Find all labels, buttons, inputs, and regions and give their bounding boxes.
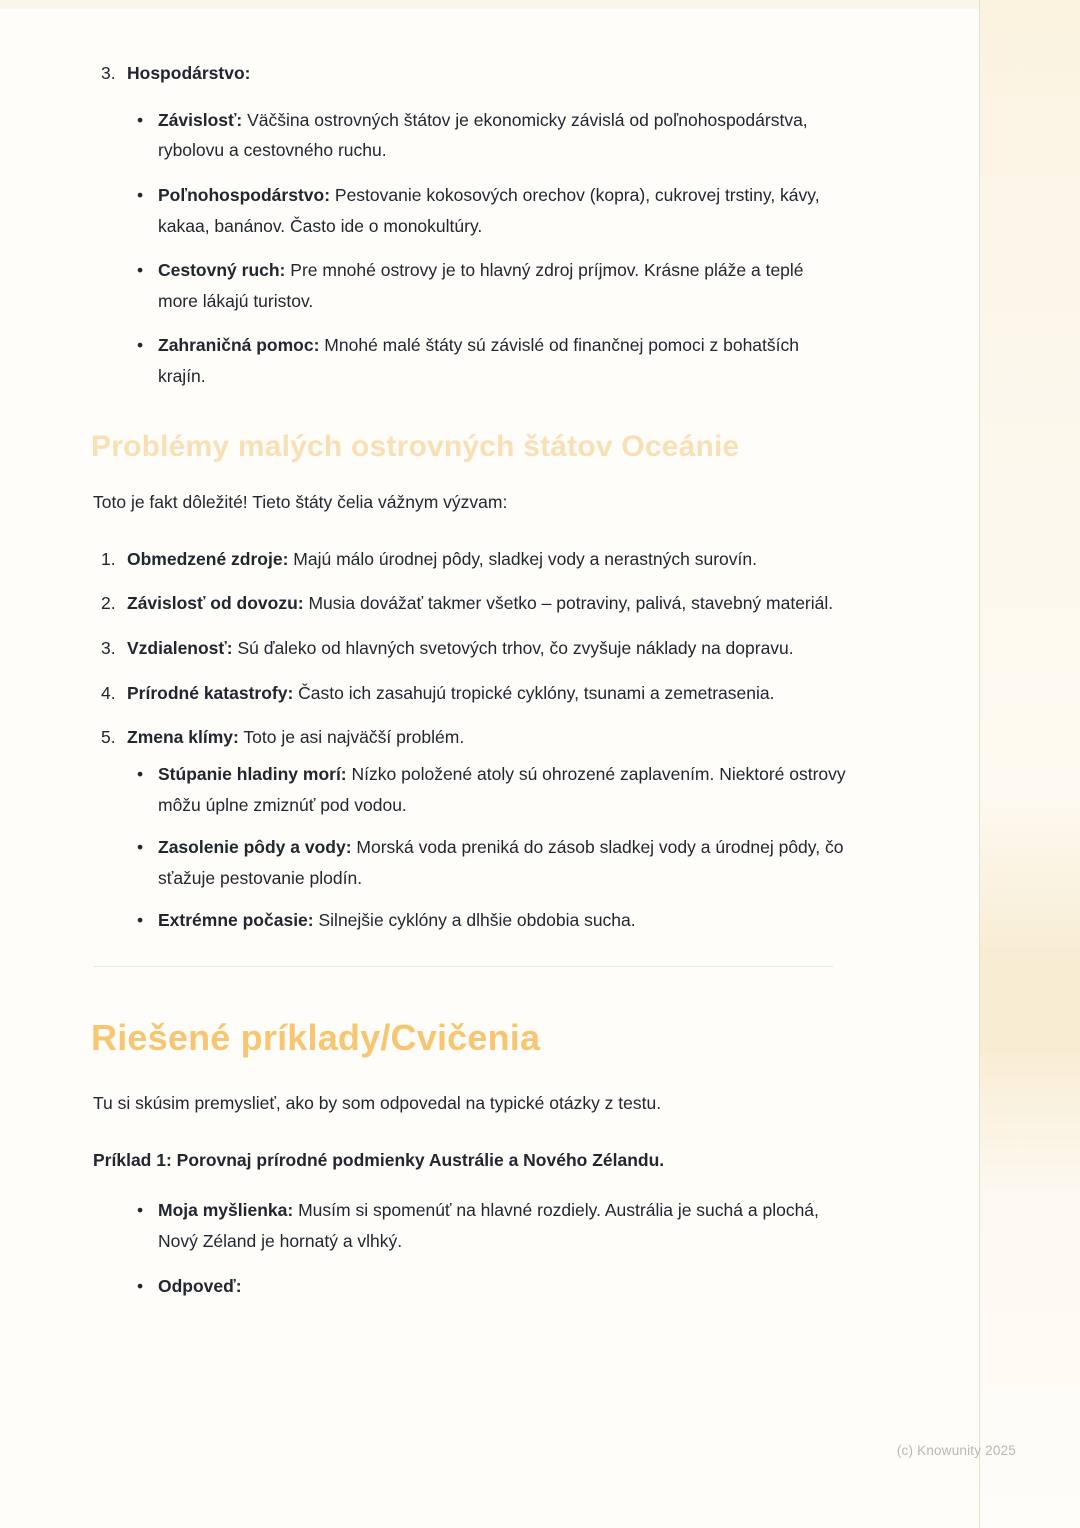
list-item xyxy=(137,105,848,166)
bullet-marker: • xyxy=(137,1275,144,1296)
item-text: Musia dovážať takmer všetko – potraviny, palivá, stavebný materiál. xyxy=(308,593,834,614)
numbered-item-hospodarstvo xyxy=(101,58,848,89)
item-label: Cestovný ruch: xyxy=(158,260,286,281)
item-text: Musím si spomenúť na hlavné rozdiely. Austrália je suchá a plochá, Nový Zéland je hornatý a vlhký. xyxy=(158,1200,819,1251)
item-text: Nízko položené atoly sú ohrozené zaplavením. Niektoré ostrovy môžu úplne zmiznúť pod vodou. xyxy=(158,763,846,815)
item-label: Zahraničná pomoc: xyxy=(158,335,320,356)
item-paragraph xyxy=(158,832,848,893)
list-item xyxy=(137,832,848,893)
problems-intro-paragraph: Toto je fakt dôležité! Tieto štáty čelia vážnym výzvam: xyxy=(93,492,508,513)
bullet-marker: • xyxy=(137,260,144,281)
item-label: Obmedzené zdroje: xyxy=(127,548,289,569)
item-label: Prírodné katastrofy: xyxy=(127,682,294,703)
numbered-item xyxy=(101,544,848,575)
section-title-paragraph xyxy=(127,58,848,89)
problems-numbered-list xyxy=(93,544,848,948)
item-paragraph xyxy=(158,1271,242,1302)
item-label: Extrémne počasie: xyxy=(158,910,314,931)
exercise-bullet-list xyxy=(137,1195,848,1301)
item-text: Sú ďaleko od hlavných svetových trhov, čo zvyšuje náklady na dopravu. xyxy=(237,638,794,658)
item-text: Mnohé malé štáty sú závislé od finančnej pomoci z bohatších krajín. xyxy=(158,335,799,386)
item-paragraph xyxy=(158,759,848,820)
list-item xyxy=(137,255,848,316)
item-number: 5. xyxy=(101,727,116,748)
item-text: Toto je asi najväčší problém. xyxy=(243,727,465,748)
list-item xyxy=(137,1195,848,1256)
item-text: Silnejšie cyklóny a dlhšie obdobia sucha. xyxy=(318,910,636,931)
item-label: Moja myšlienka: xyxy=(158,1200,294,1221)
example-title: Príklad 1: Porovnaj prírodné podmienky Austrálie a Nového Zélandu. xyxy=(93,1149,665,1170)
item-label: Vzdialenosť: xyxy=(127,638,233,658)
item-paragraph xyxy=(127,722,848,753)
item-paragraph xyxy=(127,544,848,575)
list-item xyxy=(137,330,848,391)
watermark-text: (c) Knowunity 2025 xyxy=(896,1443,1016,1458)
item-paragraph xyxy=(158,1195,848,1256)
numbered-item xyxy=(101,633,848,664)
item-text: Morská voda preniká do zásob sladkej vody a úrodnej pôdy, čo sťažuje pestovanie plodín. xyxy=(158,837,844,888)
page-right-edge-decoration xyxy=(979,0,1080,1528)
list-item xyxy=(137,180,848,241)
item-paragraph xyxy=(158,905,636,936)
list-item xyxy=(137,905,848,936)
economy-bullet-list xyxy=(137,105,848,392)
item-label: Zmena klímy: xyxy=(127,727,239,748)
bullet-marker: • xyxy=(137,910,144,931)
bullet-marker: • xyxy=(137,1200,144,1221)
item-number: 1. xyxy=(101,548,116,569)
item-label: Stúpanie hladiny morí: xyxy=(158,763,347,784)
bullet-marker: • xyxy=(137,109,144,130)
watermark xyxy=(897,1443,1016,1458)
list-item xyxy=(137,1271,848,1302)
item-text: Často ich zasahujú tropické cyklóny, tsunami a zemetrasenia. xyxy=(298,682,775,703)
list-item xyxy=(137,759,848,820)
item-label: Poľnohospodárstvo: xyxy=(158,184,331,205)
bullet-marker: • xyxy=(137,184,144,205)
bullet-marker: • xyxy=(137,335,144,356)
item-text: Majú málo úrodnej pôdy, sladkej vody a nerastných surovín. xyxy=(293,548,757,569)
numbered-item xyxy=(101,722,848,948)
item-paragraph xyxy=(158,180,848,241)
item-paragraph xyxy=(158,255,848,316)
item-paragraph xyxy=(127,588,848,619)
bullet-marker: • xyxy=(137,837,144,858)
item-label: Závislosť od dovozu: xyxy=(127,593,304,614)
item-paragraph xyxy=(158,105,848,166)
numbered-item xyxy=(101,678,848,709)
item-paragraph xyxy=(127,633,848,664)
item-number: 4. xyxy=(101,682,116,703)
exercises-intro-paragraph: Tu si skúsim premyslieť, ako by som odpovedal na typické otázky z testu. xyxy=(93,1093,662,1113)
item-paragraph xyxy=(127,678,848,709)
climate-sub-bullet-list xyxy=(137,759,848,936)
section-title: Hospodárstvo: xyxy=(127,63,251,83)
section-heading-problemy: Problémy malých ostrovných štátov Oceánie xyxy=(91,429,740,463)
item-label: Závislosť: xyxy=(158,109,243,130)
section-heading-riesene-priklady: Riešené príklady/Cvičenia xyxy=(91,1017,541,1058)
bullet-marker: • xyxy=(137,763,144,784)
numbered-item xyxy=(101,588,848,619)
item-paragraph xyxy=(158,330,848,391)
item-text: Pre mnohé ostrovy je to hlavný zdroj príjmov. Krásne pláže a teplé more lákajú turistov. xyxy=(158,260,804,311)
item-label: Odpoveď: xyxy=(158,1275,242,1296)
section-divider xyxy=(93,966,833,967)
item-text: Väčšina ostrovných štátov je ekonomicky závislá od poľnohospodárstva, rybolovu a cestovného ruchu. xyxy=(158,109,808,161)
item-text: Pestovanie kokosových orechov (kopra), cukrovej trstiny, kávy, kakaa, banánov. Často ide o monokultúry. xyxy=(158,184,820,236)
item-number: 3. xyxy=(101,63,116,83)
item-number: 2. xyxy=(101,593,116,614)
item-label: Zasolenie pôdy a vody: xyxy=(158,837,352,858)
item-number: 3. xyxy=(101,638,116,658)
